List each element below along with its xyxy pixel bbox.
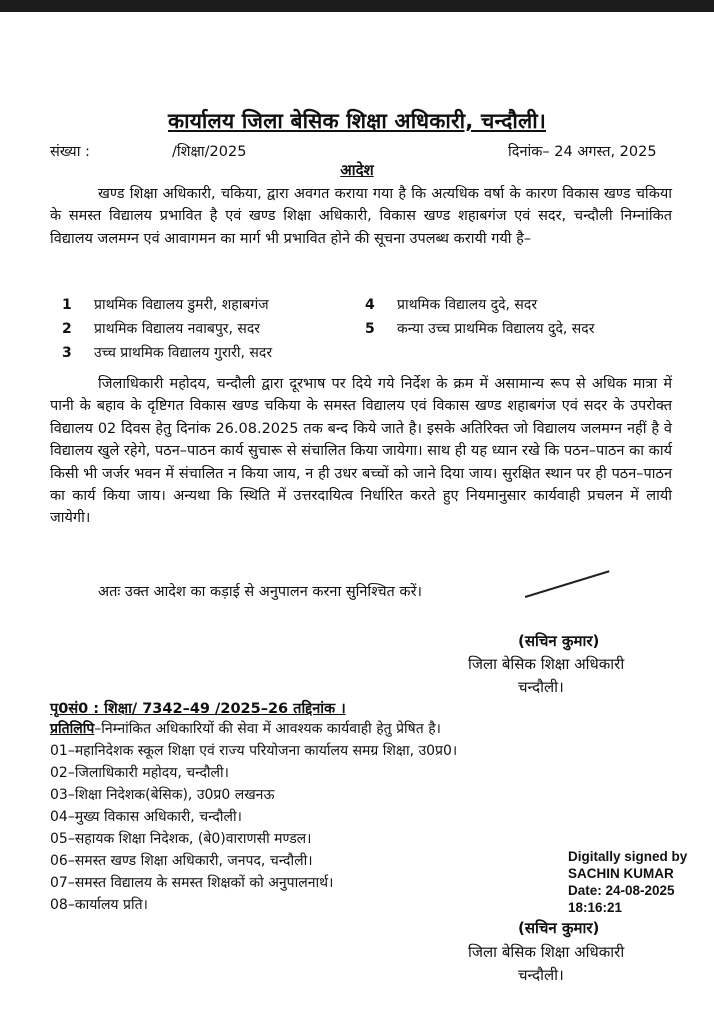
copy-item: 07–समस्त विद्यालय के समस्त शिक्षकों को अनुपालनार्थ। — [50, 875, 334, 891]
signatory-name-2: (सचिन कुमार) — [518, 919, 600, 937]
office-title: कार्यालय जिला बेसिक शिक्षा अधिकारी, चन्दौली। — [167, 109, 547, 133]
school-item — [62, 319, 260, 338]
copy-reference: पृ0सं0 : शिक्षा/ 7342–49 /2025–26 तद्दिनांक । — [50, 701, 346, 717]
copy-item: 08–कार्यालय प्रति। — [50, 897, 148, 913]
digital-signature-time: 18:16:21 — [568, 900, 623, 915]
intro-paragraph: खण्ड शिक्षा अधिकारी, चकिया, द्वारा अवगत कराया गया है कि अत्यधिक वर्षा के कारण विकास खण्ड चकिया के समस्त विद्यालय प्रभावित है एवं खण्ड शिक्षा अधिकारी, विकास खण्ड शहाबगंज एवं सदर, चन्दौली निम्नांकित विद्यालय जलमग्न एवं आवागमन का मार्ग भी प्रभावित होने की सूचना उपलब्ध करायी गयी है– — [50, 186, 672, 247]
school-number: 2 — [62, 321, 72, 337]
school-item — [62, 343, 272, 362]
ref-label: संख्या : — [50, 144, 90, 160]
copy-list — [50, 718, 590, 916]
school-number: 4 — [365, 297, 375, 313]
order-heading: आदेश — [340, 161, 374, 179]
signatory-designation-2: जिला बेसिक शिक्षा अधिकारी — [468, 943, 625, 961]
copy-intro — [50, 718, 590, 740]
digital-signature-date: Date: 24-08-2025 — [568, 883, 675, 898]
copy-item: 03–शिक्षा निदेशक(बेसिक), उ0प्र0 लखनऊ — [50, 787, 275, 803]
signature-stroke — [525, 570, 610, 597]
school-item — [365, 319, 594, 338]
copy-intro-label: प्रतिलिपि — [50, 721, 95, 737]
copy-item: 04–मुख्य विकास अधिकारी, चन्दौली। — [50, 809, 242, 825]
copy-item: 05–सहायक शिक्षा निदेशक, (बे0)वाराणसी मण्डल। — [50, 831, 312, 847]
top-border — [0, 0, 714, 12]
signatory-place-2: चन्दौली। — [518, 966, 564, 984]
digital-signature-name: SACHIN KUMAR — [568, 866, 674, 881]
digital-signature-stamp — [568, 848, 687, 916]
school-name: प्राथमिक विद्यालय दुदे, सदर — [397, 297, 538, 313]
order-date: दिनांक– 24 अगस्त, 2025 — [508, 144, 657, 160]
school-item — [365, 295, 537, 314]
school-number: 3 — [62, 345, 72, 361]
copy-item: 06–समस्त खण्ड शिक्षा अधिकारी, जनपद, चन्दौली। — [50, 853, 313, 869]
school-number: 1 — [62, 297, 72, 313]
school-name: उच्च प्राथमिक विद्यालय गुरारी, सदर — [94, 345, 273, 361]
school-name: प्राथमिक विद्यालय डुमरी, शहाबगंज — [94, 297, 269, 313]
copy-item: 02–जिलाधिकारी महोदय, चन्दौली। — [50, 765, 229, 781]
school-name: प्राथमिक विद्यालय नवाबपुर, सदर — [94, 321, 261, 337]
copy-intro-text: –निम्नांकित अधिकारियों की सेवा में आवश्यक कार्यवाही हेतु प्रेषित है। — [94, 721, 441, 737]
signatory-name: (सचिन कुमार) — [518, 632, 600, 650]
school-item — [62, 295, 269, 314]
school-number: 5 — [365, 321, 375, 337]
digital-signature-line: Digitally signed by — [568, 849, 688, 864]
copy-item: 01–महानिदेशक स्कूल शिक्षा एवं राज्य परियोजना कार्यालय समग्र शिक्षा, उ0प्र0। — [50, 743, 458, 759]
ref-number: /शिक्षा/2025 — [172, 144, 247, 160]
order-body-paragraph: जिलाधिकारी महोदय, चन्दौली द्वारा दूरभाष पर दिये गये निर्देश के क्रम में असामान्य रूप से अधिक मात्रा में पानी के बहाव के दृष्टिगत विकास खण्ड चकिया के समस्त विद्यालय एवं विकास खण्ड शहाबगंज एवं सदर के उपरोक्त विद्यालय 02 दिवस हेतु दिनांक 26.08.2025 तक बन्द किये जाते है। इसके अतिरिक्त जो विद्यालय जलमग्न नहीं है वे विद्यालय खुले रहेगे, पठन–पाठन कार्य सुचारू से संचालित किया जायेगा। साथ ही यह ध्यान रखे कि पठन–पाठन का कार्य किसी भी जर्जर भवन में संचालित न किया जाय, न ही उधर बच्चों को जाने दिया जाय। सुरक्षित स्थान पर ही पठन–पाठन का कार्य किया जाय। अन्यथा कि स्थिति में उत्तरदायित्व निर्धारित करते हुए नियमानुसार कार्यवाही प्रचलन में लायी जायेगी। — [50, 376, 672, 527]
signatory-designation: जिला बेसिक शिक्षा अधिकारी — [468, 655, 625, 673]
closing-line: अतः उक्त आदेश का कड़ाई से अनुपालन करना सुनिश्चित करें। — [98, 584, 422, 600]
signatory-place: चन्दौली। — [518, 678, 564, 696]
school-name: कन्या उच्च प्राथमिक विद्यालय दुदे, सदर — [397, 321, 595, 337]
